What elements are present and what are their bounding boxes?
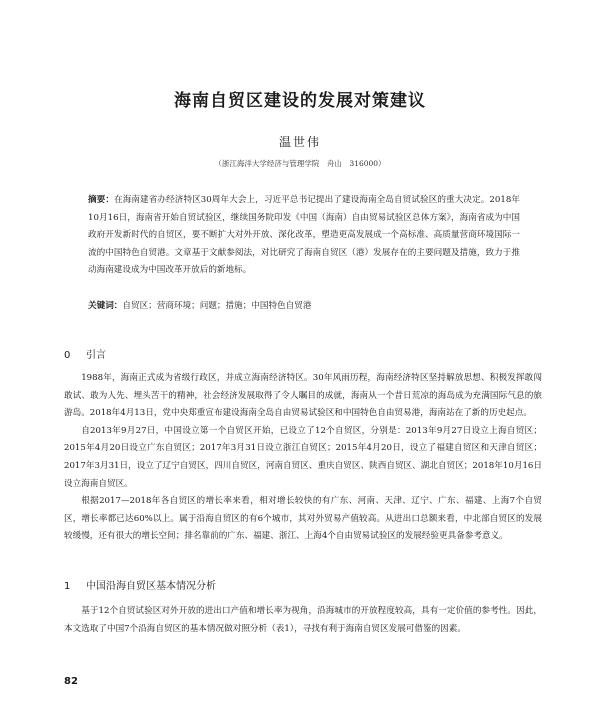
abstract [88, 192, 520, 280]
section-number: 0 [64, 350, 71, 361]
paragraph: 自2013年9月27日，中国设立第一个自贸区开始，已设立了12个自贸区，分别是：2013年9月27日设立上海自贸区；2015年4月20日设立广东自贸区；2017年3月31日设立浙江自贸区；2015年4月20日，设立了福建自贸区和天津自贸区；2017年3月31日，设立了辽宁自贸区，四川自贸区，河南自贸区、重庆自贸区、陕西自贸区、湖北自贸区；2018年10月16日设立海南自贸区。 [64, 425, 542, 489]
paragraph: 根据2017—2018年各自贸区的增长率来看，相对增长较快的有广东、河南、天津、辽宁、广东、福建、上海7个自贸区，增长率都已达60%以上。属于沿海自贸区的有6个城市，其对外贸易产值较高。从进出口总额来看，中北部自贸区的发展较缓慢，还有很大的增长空间；排名靠前的广东、福建、浙江、上海4个自由贸易试验区的发展经验更具备参考意义。 [64, 496, 542, 542]
section-title: 中国沿海自贸区基本情况分析 [86, 581, 216, 592]
section-body-analysis [64, 603, 542, 638]
keywords [88, 298, 520, 315]
paragraph: 1988年，海南正式成为省级行政区，并成立海南经济特区。30年风雨历程，海南经济特区坚持解放思想、积极发挥敢闯敢试、敢为人先、埋头苦干的精神，社会经济发展取得了令人瞩目的成就，海南从一个昔日荒凉的海岛成为充满国际气息的旅游岛。2018年4月13日，党中央郑重宣布建设海南全岛自由贸易试验区和中国特色自由贸易港，海南站在了新的历史起点。 [64, 373, 542, 419]
section-number: 1 [64, 581, 71, 592]
section-body-introduction [64, 370, 542, 546]
keywords-text: 自贸区；营商环境；问题；措施；中国特色自贸港 [122, 301, 312, 311]
page-number: 82 [64, 676, 78, 687]
keywords-label: 关键词： [88, 301, 123, 311]
section-title: 引言 [86, 350, 106, 361]
section-heading-introduction [64, 346, 106, 361]
author-affiliation: （浙江海洋大学经济与管理学院 舟山 316000） [214, 159, 386, 168]
abstract-text: 在海南建省办经济特区30周年大会上，习近平总书记提出了建设海南全岛自贸试验区的重大决定。2018年10月16日，海南省开始自贸试验区，继续国务院印发《中国（海南）自由贸易试验区总体方案》，海南省成为中国政府开发新时代的自贸区，要不断扩大对外开放、深化改革，塑造更高发展成一个高标准、高质量营商环境国际一流的中国特色自贸港。文章基于文献参阅法，对比研究了海南自贸区（港）发展存在的主要问题及措施，致力于推动海南建设成为中国改革开放后的新地标。 [88, 195, 520, 276]
paragraph: 基于12个自贸试验区对外开放的进出口产值和增长率为视角，沿海城市的开放程度较高，具有一定价值的参考性。因此，本文选取了中国7个沿海自贸区的基本情况做对照分析（表1），寻找有利于海南自贸区发展可借鉴的因素。 [64, 606, 542, 634]
paper-title: 海南自贸区建设的发展对策建议 [174, 91, 426, 111]
section-heading-analysis [64, 577, 216, 592]
abstract-label: 摘要： [88, 195, 115, 205]
author-name: 温世伟 [278, 135, 321, 149]
